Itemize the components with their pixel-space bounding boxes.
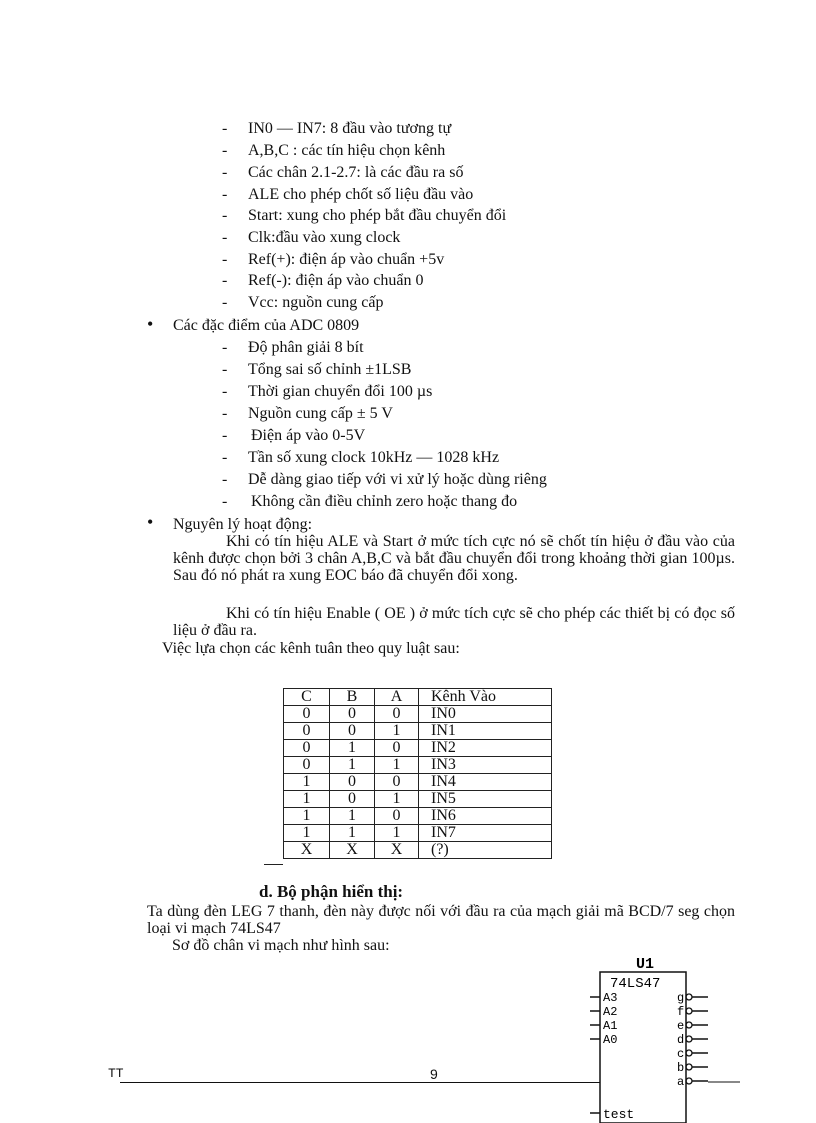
table-row bbox=[284, 791, 552, 808]
page-number: 9 bbox=[430, 1066, 438, 1082]
table-cell: 1 bbox=[284, 774, 330, 791]
table-cell: 0 bbox=[330, 791, 375, 808]
bullet-icon: • bbox=[147, 314, 154, 334]
dash-marker: - bbox=[222, 251, 228, 268]
table-cell: 0 bbox=[375, 808, 419, 825]
feature-item: Tần số xung clock 10kHz — 1028 kHz bbox=[248, 449, 500, 466]
principle-paragraph-2: Khi có tín hiệu Enable ( OE ) ở mức tích cực sẽ cho phép các thiết bị có đọc số liệu ở đầu ra. bbox=[173, 605, 735, 639]
dash-marker: - bbox=[222, 186, 228, 203]
dash-marker: - bbox=[222, 449, 228, 466]
table-cell: 1 bbox=[375, 757, 419, 774]
dash-marker: - bbox=[222, 471, 228, 488]
pin-label-a2: A2 bbox=[603, 1005, 618, 1019]
chip-ref-label: U1 bbox=[636, 956, 655, 973]
table-cell: 1 bbox=[330, 740, 375, 757]
table-cell: 1 bbox=[284, 825, 330, 842]
header-cell-channel: Kênh Vào bbox=[419, 689, 552, 706]
table-cell: 0 bbox=[330, 723, 375, 740]
header-cell-b: B bbox=[330, 689, 375, 706]
dash-marker: - bbox=[222, 493, 228, 510]
feature-item: Dễ dàng giao tiếp với vi xử lý hoặc dùng riêng bbox=[248, 471, 547, 488]
pin-label-a: a bbox=[677, 1075, 685, 1089]
display-paragraph: Ta dùng đèn LEG 7 thanh, đèn này được nối với đầu ra của mạch giải mã BCD/7 seg chọn loại vi mạch 74LS47 bbox=[147, 903, 735, 937]
pin-label-d: d bbox=[677, 1033, 685, 1047]
table-row bbox=[284, 723, 552, 740]
feature-item: Tổng sai số chỉnh ±1LSB bbox=[248, 361, 412, 378]
table-cell: 1 bbox=[284, 791, 330, 808]
display-heading: d. Bộ phận hiển thị: bbox=[259, 882, 404, 901]
table-cell: IN7 bbox=[419, 825, 552, 842]
table-cell: 1 bbox=[330, 757, 375, 774]
table-row bbox=[284, 706, 552, 723]
table-header-row bbox=[284, 689, 552, 706]
feature-item: Thời gian chuyển đổi 100 µs bbox=[248, 383, 433, 400]
pin-label-f: f bbox=[677, 1005, 685, 1019]
pin-label-a3: A3 bbox=[603, 991, 618, 1005]
inverter-bubble bbox=[686, 1064, 692, 1070]
table-cell: IN4 bbox=[419, 774, 552, 791]
footer-rule bbox=[120, 1082, 600, 1083]
pin-item: A,B,C : các tín hiệu chọn kênh bbox=[248, 142, 446, 159]
chip-part-label: 74LS47 bbox=[610, 976, 661, 992]
table-cell: 0 bbox=[284, 757, 330, 774]
table-cell: 1 bbox=[375, 723, 419, 740]
table-cell: 0 bbox=[330, 706, 375, 723]
ic-74ls47-symbol bbox=[580, 950, 750, 1123]
features-heading: Các đặc điểm của ADC 0809 bbox=[173, 317, 360, 334]
inverter-bubble bbox=[686, 994, 692, 1000]
table-cell: IN3 bbox=[419, 757, 552, 774]
inverter-bubble bbox=[686, 1022, 692, 1028]
table-cell: 1 bbox=[330, 825, 375, 842]
dash-marker: - bbox=[222, 427, 228, 444]
table-cell: IN2 bbox=[419, 740, 552, 757]
channel-intro: Việc lựa chọn các kênh tuân theo quy luật sau: bbox=[162, 640, 460, 657]
table-cell: 0 bbox=[284, 723, 330, 740]
table-cell: IN0 bbox=[419, 706, 552, 723]
pin-label-a0: A0 bbox=[603, 1033, 618, 1047]
table-row bbox=[284, 740, 552, 757]
bullet-icon: • bbox=[147, 512, 154, 532]
pin-item: Các chân 2.1-2.7: là các đầu ra số bbox=[248, 164, 464, 181]
footer-left-mark: TT bbox=[108, 1066, 124, 1081]
feature-item: Điện áp vào 0-5V bbox=[251, 427, 366, 444]
dash-marker: - bbox=[222, 272, 228, 289]
dash-marker: - bbox=[222, 164, 228, 181]
table-cell: 0 bbox=[330, 774, 375, 791]
pin-label-a1: A1 bbox=[603, 1019, 618, 1033]
principle-paragraph-1: Khi có tín hiệu ALE và Start ở mức tích cực nó sẽ chốt tín hiệu ở đầu vào của kênh được chọn bởi 3 chân A,B,C và bắt đầu chuyển đổi trong khoảng thời gian 100µs. Sau đó nó phát ra xung EOC báo đã chuyển đổi xong. bbox=[173, 533, 735, 584]
table-cell: 0 bbox=[375, 706, 419, 723]
table-bottom-extension bbox=[264, 864, 283, 865]
pin-item: Ref(+): điện áp vào chuẩn +5v bbox=[248, 251, 445, 268]
dash-marker: - bbox=[222, 405, 228, 422]
pin-label-g: g bbox=[677, 991, 685, 1005]
table-row bbox=[284, 757, 552, 774]
dash-marker: - bbox=[222, 120, 228, 137]
channel-select-table bbox=[283, 688, 552, 859]
table-cell: 0 bbox=[375, 774, 419, 791]
feature-item: Không cần điều chỉnh zero hoặc thang đo bbox=[251, 493, 518, 510]
pin-item: Start: xung cho phép bắt đầu chuyển đổi bbox=[248, 207, 507, 224]
pin-item: IN0 — IN7: 8 đầu vào tương tự bbox=[248, 120, 452, 137]
table-row bbox=[284, 842, 552, 859]
pin-label-b: b bbox=[677, 1061, 685, 1075]
inverter-bubble bbox=[686, 1078, 692, 1084]
pin-item: ALE cho phép chốt số liệu đầu vào bbox=[248, 186, 474, 203]
pin-item: Vcc: nguồn cung cấp bbox=[248, 294, 384, 311]
table-cell: X bbox=[330, 842, 375, 859]
table-cell: X bbox=[375, 842, 419, 859]
feature-item: Nguồn cung cấp ± 5 V bbox=[248, 405, 393, 422]
table-cell: 1 bbox=[375, 825, 419, 842]
pin-item: Ref(-): điện áp vào chuẩn 0 bbox=[248, 272, 424, 289]
table-cell: IN1 bbox=[419, 723, 552, 740]
pin-item: Clk:đầu vào xung clock bbox=[248, 229, 401, 246]
table-cell: IN5 bbox=[419, 791, 552, 808]
header-cell-c: C bbox=[284, 689, 330, 706]
dash-marker: - bbox=[222, 294, 228, 311]
dash-marker: - bbox=[222, 383, 228, 400]
table-cell: 1 bbox=[330, 808, 375, 825]
table-cell: X bbox=[284, 842, 330, 859]
pin-label-test: test bbox=[603, 1107, 635, 1122]
table-row bbox=[284, 808, 552, 825]
table-cell: 1 bbox=[375, 791, 419, 808]
feature-item: Độ phân giải 8 bít bbox=[248, 339, 364, 356]
table-row bbox=[284, 774, 552, 791]
inverter-bubble bbox=[686, 1036, 692, 1042]
table-cell: 1 bbox=[284, 808, 330, 825]
table-cell: 0 bbox=[284, 706, 330, 723]
table-cell: 0 bbox=[375, 740, 419, 757]
table-cell: IN6 bbox=[419, 808, 552, 825]
dash-marker: - bbox=[222, 207, 228, 224]
table-row bbox=[284, 825, 552, 842]
pin-label-c: c bbox=[677, 1047, 685, 1061]
display-diagram-intro: Sơ đồ chân vi mạch như hình sau: bbox=[172, 937, 390, 954]
dash-marker: - bbox=[222, 361, 228, 378]
principle-heading: Nguyên lý hoạt động: bbox=[173, 516, 313, 533]
dash-marker: - bbox=[222, 229, 228, 246]
inverter-bubble bbox=[686, 1050, 692, 1056]
dash-marker: - bbox=[222, 142, 228, 159]
inverter-bubble bbox=[686, 1008, 692, 1014]
pin-label-e: e bbox=[677, 1019, 685, 1033]
table-cell: 0 bbox=[284, 740, 330, 757]
table-cell: (?) bbox=[419, 842, 552, 859]
header-cell-a: A bbox=[375, 689, 419, 706]
dash-marker: - bbox=[222, 339, 228, 356]
